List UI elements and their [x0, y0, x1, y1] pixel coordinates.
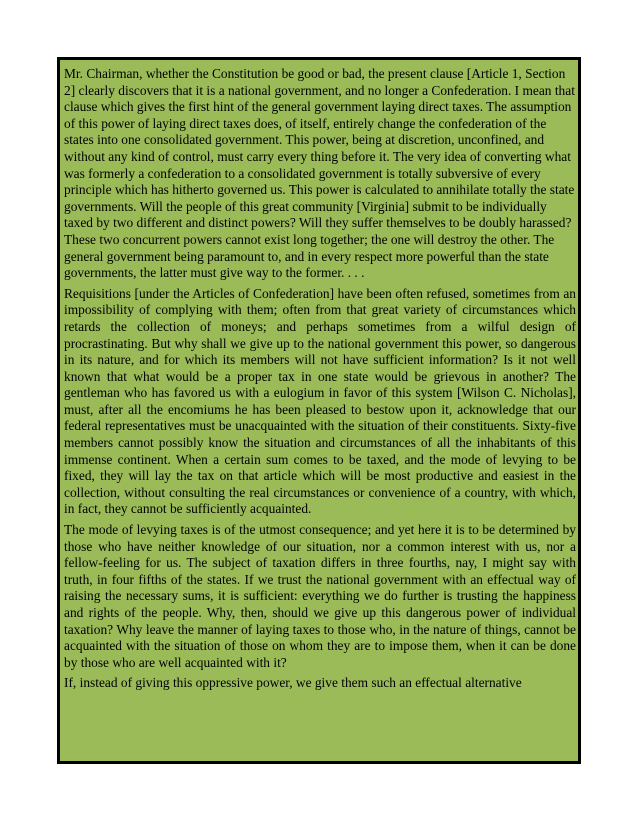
paragraph-4: If, instead of giving this oppressive power, we give them such an effectual alternative [64, 675, 522, 691]
paragraph-1: Mr. Chairman, whether the Constitution be good or bad, the present clause [Article 1, Section 2] clearly discovers that it is a national government, and no longer a Confederation. I mean that clause which gives the first hint of the general government laying direct taxes. The assumption of this power of laying direct taxes does, of itself, entirely change the confederation of the states into one consolidated government. This power, being at discretion, unconfined, and without any kind of control, must carry every thing before it. The very idea of converting what was formerly a confederation to a consolidated government is totally subversive of every principle which has hitherto governed us. This power is calculated to annihilate totally the state governments. Will the people of this great community [Virginia] submit to be individually taxed by two different and distinct powers? Will they suffer themselves to be doubly harassed? These two concurrent powers cannot exist long together; the one will destroy the other. The general government being paramount to, and in every respect more powerful than the state governments, the latter must give way to the former. . . . [64, 66, 575, 281]
paragraph-3: The mode of levying taxes is of the utmost consequence; and yet here it is to be determined by those who have neither knowledge of our situation, nor a common interest with us, nor a fellow-feeling for us. The subject of taxation differs in three fourths, nay, I might say with truth, in four fifths of the states. If we trust the national government with an effectual way of raising the necessary sums, it is sufficient: everything we do further is trusting the happiness and rights of the people. Why, then, should we give up this dangerous power of individual taxation? Why leave the manner of laying taxes to those who, in the nature of things, cannot be acquainted with the situation of those on whom they are to impose them, when it can be done by those who are well acquainted with it? [64, 522, 576, 670]
paragraph-2: Requisitions [under the Articles of Confederation] have been often refused, sometimes from an impossibility of complying with them; often from that great variety of circumstances which retards the collection of moneys; and perhaps sometimes from a wilful design of procrastinating. But why shall we give up to the national government this power, so dangerous in its nature, and for which its members will not have sufficient information? Is it not well known that what would be a proper tax in one state would be grievous in another? The gentleman who has favored us with a eulogium in favor of this system [Wilson C. Nicholas], must, after all the encomiums he has been pleased to bestow upon it, acknowledge that our federal representatives must be unacquainted with the situation of their constituents. Sixty-five members cannot possibly know the situation and circumstances of all the inhabitants of this immense continent. When a certain sum comes to be taxed, and the mode of levying to be fixed, they will lay the tax on that article which will be most productive and easiest in the collection, without consulting the real circumstances or convenience of a country, with which, in fact, they cannot be sufficiently acquainted. [64, 285, 576, 517]
document-body [64, 66, 576, 696]
document-frame [57, 57, 581, 764]
